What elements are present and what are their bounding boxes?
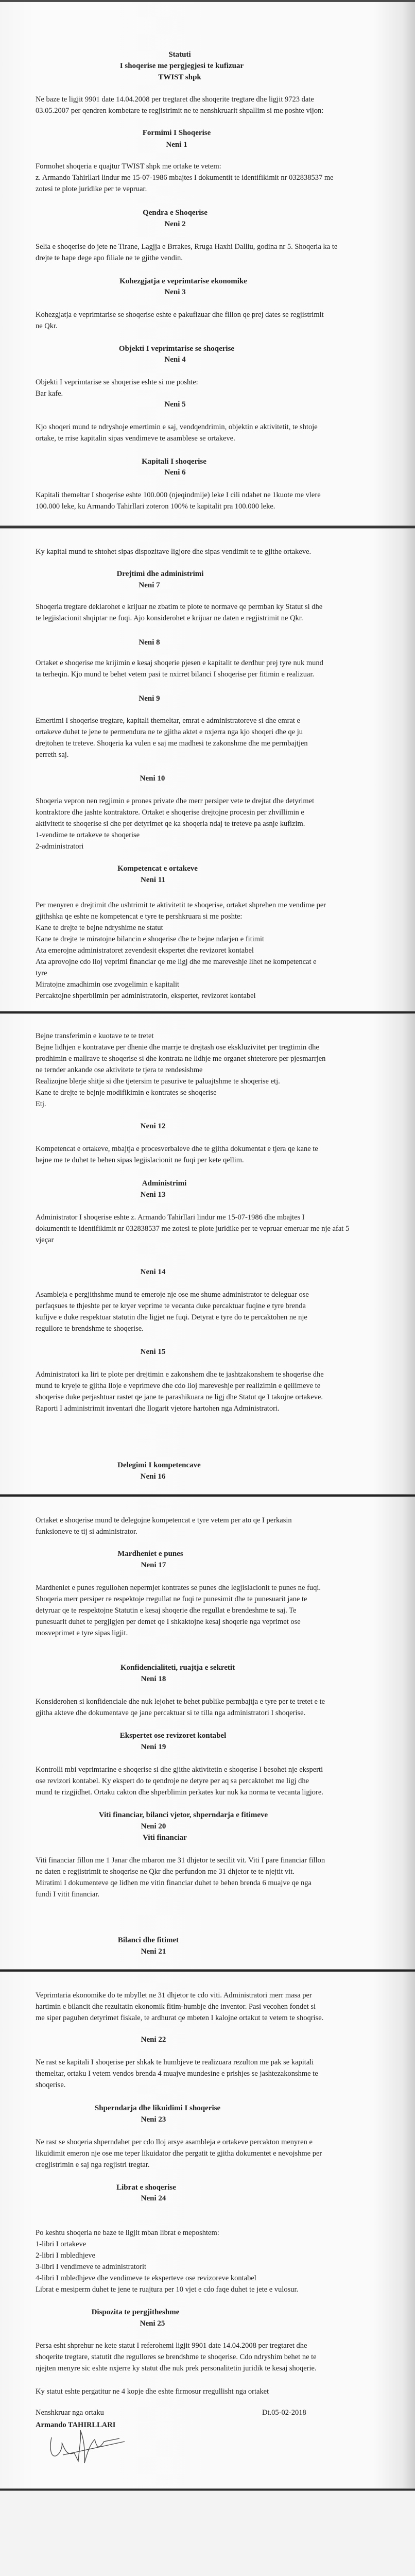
- section-heading: Librat e shoqerise: [116, 2183, 176, 2192]
- text-line: Ortaket e shoqerise mund te delegojne kompetencat e tyre vetem per ato qe I perkasin: [36, 1516, 292, 1524]
- text-line: Kontrolli mbi veprimtarine e shoqerise si dhe gjithe aktivitetin e shoqerise I besohet nje eksperti: [36, 1766, 323, 1774]
- article-body: [36, 2227, 298, 2295]
- article-body: [36, 1289, 309, 1334]
- section-heading: Kompetencat e ortakeve: [117, 865, 198, 873]
- text-line: Ata aprovojne cdo lloj veprimi financiar qe me ligj dhe me mareveshje lihet ne kompetencat e: [36, 958, 317, 966]
- text-line: perreth saj.: [36, 751, 69, 759]
- article-number: Neni 12: [140, 1122, 166, 1130]
- article-body: [36, 1369, 324, 1414]
- text-line: 03.05.2007 per qendren kombetare te regjistrimit ne te nenshkruarit shpallim si me poshte vijon:: [36, 107, 324, 115]
- text-line: Kane te drejte te bejne ndryshime ne statut: [36, 924, 163, 932]
- article-number: Neni 17: [141, 1561, 166, 1569]
- text-line: 1-libri I ortakeve: [36, 2240, 87, 2248]
- text-line: fundi I vitit financiar.: [36, 1890, 100, 1899]
- text-line: punesuarit duhet te pergjigjen per demet qe I shkaktojne kesaj shoqerie nga veprimet ose: [36, 1618, 301, 1626]
- article-number: Neni 21: [141, 1947, 166, 1956]
- text-line: Bejne transferimin e kuotave te te tretet: [36, 1032, 154, 1040]
- text-line: vjeçar: [36, 1236, 54, 1244]
- article-body: [36, 900, 326, 1002]
- article-number: Neni 9: [139, 694, 160, 703]
- article-body: [36, 715, 308, 760]
- article-body-continued: [36, 1030, 325, 1110]
- page-break: [0, 526, 415, 529]
- article-number: Neni 23: [141, 2115, 166, 2124]
- article-number: Neni 19: [141, 1743, 166, 1751]
- article-body: [36, 657, 323, 680]
- text-line: Shoqeria tregtare deklarohet e krijuar ne zbatim te plote te normave qe permban ky Statut si dhe: [36, 603, 323, 611]
- text-line: prodhimin e mallrave te shoqerise si dhe kontrata ne lidhje me organet shteterore per pjesmarrjen: [36, 1055, 326, 1063]
- text-line: Administrator I shoqerise eshte z. Armando Tahirllari lindur me 15-07-1986 dhe mbajtes I: [36, 1213, 305, 1222]
- section-heading: Ekspertet ose revizoret kontabel: [119, 1732, 227, 1740]
- page-break: [0, 1011, 415, 1014]
- text-line: Librat e mesiperm duhet te jene te ruajtura per 10 vjet e cdo faqe duhet te jete e vulosur.: [36, 2285, 299, 2294]
- text-line: kufijve e duke respektuar statutin dhe ligjet ne fuqi. Detyrat e tyre do te percaktohen ne nje: [36, 1313, 307, 1321]
- article-number: Neni 3: [164, 288, 186, 296]
- text-line: shoqerite tregtare, statutit dhe regullores se brendshme te shoqerise. Cdo ndryshim behet ne te: [36, 2353, 317, 2361]
- article-number: Neni 6: [164, 468, 186, 477]
- text-line: cregjistrimin e saj nga regjistri tregtar.: [36, 2161, 150, 2169]
- section-heading: Dispozita te pergjitheshme: [91, 2308, 180, 2316]
- article-body: [36, 1696, 325, 1719]
- text-line: Realizojne blerje shitje si dhe tjetersim te pasurive te paluajtshme te shoqerise etj.: [36, 1077, 280, 1086]
- article-number: Neni 25: [140, 2319, 165, 2328]
- text-line: Ne baze te ligjit 9901 date 14.04.2008 per tregtaret dhe shoqerite tregtare dhe ligjit 9723 date: [36, 95, 314, 104]
- article-body: [36, 489, 321, 512]
- text-line: Persa esht shprehur ne kete statut I referohemi ligjit 9901 date 14.04.2008 per tregtaret dhe: [36, 2342, 307, 2350]
- section-heading: Mardheniet e punes: [117, 1550, 183, 1558]
- text-line: drejtohen te treteve. Shoqeria ka vulen e saj me madhesi te zakonshme dhe me permbajtjen: [36, 739, 308, 748]
- text-line: gjithshka qe eshte ne kompetencat e tyre te pershkruara si me poshte:: [36, 912, 243, 921]
- article-body: [36, 161, 334, 195]
- article-number: Neni 13: [140, 1191, 166, 1199]
- article-number: Neni 20: [141, 1822, 166, 1831]
- text-line: zotesi te plote juridike per te vepruar.: [36, 185, 147, 193]
- text-line: me siper paguhen detyrimet fiskale, te ardhurat qe mbeten I kalojne ortakut te vetem te shoqrise.: [36, 2014, 324, 2022]
- text-line: Objekti I veprimtarise se shoqerise eshte si me poshte:: [36, 378, 198, 386]
- text-line: Etj.: [36, 1100, 46, 1108]
- article-number: Neni 18: [141, 1675, 166, 1683]
- article-body-continued: [36, 546, 311, 557]
- text-line: bejne me te duhet te behen sipas legjislacionit ne fuqi per kete qellim.: [36, 1156, 244, 1164]
- text-line: Bejne lidhjen e kontratave per dhenie dhe marrje te drejtash ose ekskluzivitet per tregtimin dhe: [36, 1043, 319, 1052]
- text-line: dokumentit te identifikimit nr 032838537 me zotesi te plote juridike per te vepruar emeruar me nje afat 5: [36, 1225, 350, 1233]
- text-line: aktivitetit te shoqerise si dhe per detyrimet qe ka shoqeria ndaj te treteve pa asnje kufizim.: [36, 820, 305, 828]
- text-line: shoqerise duke perjashtuar rastet qe jane te parashikuara ne ligj dhe Statut qe I takojne ortakeve.: [36, 1393, 323, 1401]
- text-line: njejten menyre sic eshte nxjerre ky statut dhe nuk prek personalitetin juridik te kesaj shoqerie.: [36, 2364, 317, 2372]
- article-body: [36, 421, 318, 444]
- text-line: Asambleja e pergjithshme mund te emeroje nje ose me shume administrator te deleguar ose: [36, 1291, 309, 1299]
- text-line: Formohet shoqeria e quajtur TWIST shpk me ortake te vetem:: [36, 162, 221, 171]
- article-body: [36, 1764, 323, 1798]
- article-number: Neni 15: [140, 1348, 166, 1356]
- article-number: Neni 22: [141, 2036, 166, 2044]
- text-line: Ky statut eshte pergatitur ne 4 kopje dhe eshte firmosur rregullisht nga ortaket: [36, 2387, 269, 2396]
- article-number: Neni 7: [139, 581, 160, 589]
- page-break: [0, 1969, 415, 1972]
- text-line: 1-vendime te ortakeve te shoqerise: [36, 831, 140, 839]
- text-line: Kompetencat e ortakeve, mbajtja e procesverbaleve dhe te gjitha dokumentat e tjera qe kane te: [36, 1145, 318, 1153]
- handwritten-signature: [47, 2427, 125, 2468]
- article-body: [36, 241, 337, 264]
- signature-date: Dt.05-02-2018: [262, 2409, 306, 2417]
- text-line: kontraktore dhe jashte kontraktore. Ortaket e shoqerise drejtojne procesin per zhvillimin e: [36, 808, 304, 817]
- text-line: 100.000 leke, ku Armando Tahirllari zoteron 100% te kapitalit pra 100.000 leke.: [36, 502, 275, 511]
- article-body: [36, 309, 324, 332]
- text-line: Ne rast se shoqeria shperndahet per cdo lloj arsye asambleja e ortakeve percakton menyren e: [36, 2138, 313, 2146]
- text-line: ne daten e regjistrimit te shoqerise ne Qkr dhe perfundon me 31 dhjetor te te njejtit vit.: [36, 1868, 295, 1876]
- section-heading: Konfidencialiteti, ruajtja e sekretit: [120, 1664, 235, 1672]
- text-line: Per menyren e drejtimit dhe ushtrimit te aktivitetit te shoqerise, ortaket shprehen me vendime per: [36, 901, 326, 909]
- text-line: drejte te hape dege apo filiale ne te gjithe vendin.: [36, 254, 183, 262]
- article-body: [36, 1515, 292, 1537]
- text-line: tyre: [36, 969, 47, 977]
- text-line: Miratimi I dokumenteve qe lidhen me vitin financiar duhet te behen brenda 6 muajve qe nga: [36, 1879, 312, 1887]
- text-line: 4-libri I mbledhjeve dhe vendimeve te eksperteve ose revizoreve kontabel: [36, 2274, 256, 2282]
- text-line: mosveprimet e tyre sipas ligjit.: [36, 1629, 128, 1637]
- section-heading: Administrimi: [142, 1179, 187, 1188]
- text-line: ortake, te rrise kapitalin sipas vendimeve te asamblese se ortakeve.: [36, 434, 235, 443]
- text-line: Miratojne zmadhimin ose zvogelimin e kapitalit: [36, 980, 180, 989]
- text-line: Veprimtaria ekonomike do te mbyllet ne 31 dhjetor te cdo viti. Administratori merr masa per: [36, 1991, 312, 1999]
- text-line: Kohezgjatja e veprimtarise se shoqerise eshte e pakufizuar dhe fillon qe prej dates se regjistrimit: [36, 311, 324, 319]
- text-line: Emertimi I shoqerise tregtare, kapitali themeltar, emrat e administratoreve si dhe emrat e: [36, 717, 300, 725]
- text-line: themeltar, ortaku I vetem vendos brenda 4 muajve mundesine e prishjes se jashtezakonshme te: [36, 2070, 318, 2078]
- page-edge: [0, 0, 415, 2]
- intro-paragraph: [36, 94, 323, 116]
- text-line: Selia e shoqerise do jete ne Tirane, Lagjja e Brrakes, Rruga Haxhi Dalliu, godina nr 5. Shoqeria ka te: [36, 243, 338, 251]
- page-break: [0, 1494, 415, 1497]
- article-body: [36, 2137, 322, 2171]
- text-line: Po keshtu shoqeria ne baze te ligjit mban librat e meposhtem:: [36, 2229, 219, 2237]
- text-line: Ata emerojne administratoret zevendesit ekspertet dhe revizoret kontabel: [36, 946, 254, 955]
- text-line: Kapitali themeltar I shoqerise eshte 100.000 (njeqindmije) leke I cili ndahet ne 1kuote me vlere: [36, 491, 321, 499]
- text-line: te legjislacionit shqiptar ne fuqi. Ajo konsiderohet e krijuar ne daten e regjistrimit ne Qkr.: [36, 614, 303, 622]
- section-subheading: Viti financiar: [143, 1834, 187, 1842]
- article-body: [36, 795, 314, 852]
- text-line: Kjo shoqeri mund te ndryshoje emertimin e saj, vendqendrimin, objektin e aktivitetit, te shtoje: [36, 423, 318, 431]
- text-line: ta terheqin. Kjo mund te behet vetem pasi te nxirret bilanci I shoqerise per fitimin e realizuar.: [36, 670, 315, 679]
- text-line: 2-administratori: [36, 842, 84, 851]
- text-line: Percaktojne shperblimin per administratorin, ekspertet, revizoret kontabel: [36, 992, 256, 1000]
- section-heading: Kohezgjatja e veprimtarise ekonomike: [119, 277, 247, 285]
- article-number: Neni 24: [141, 2194, 166, 2202]
- text-line: Konsiderohen si konfidenciale dhe nuk lejohet te behet publike permbajtja e tyre per te tretet e te: [36, 1698, 325, 1706]
- section-heading: Objekti I veprimtarise se shoqerise: [118, 345, 235, 353]
- article-number: Neni 10: [140, 774, 165, 783]
- text-line: z. Armando Tahirllari lindur me 15-07-1986 mbajtes I dokumentit te identifikimit nr 032838537 me: [36, 174, 334, 182]
- section-heading: Qendra e Shoqerise: [143, 209, 208, 217]
- article-number: Neni 4: [164, 355, 186, 364]
- text-line: Kane te drejte te bejnje modifikimin e kontrates se shoqerise: [36, 1089, 217, 1097]
- text-line: Ne rast se kapitali I shoqerise per shkak te humbjeve te realizuara rezulton me pak se kapitali: [36, 2058, 314, 2066]
- closing-statement: [36, 2386, 269, 2397]
- article-number: Neni 1: [166, 141, 187, 149]
- article-body: [36, 377, 198, 399]
- section-heading: Formimi I Shoqerise: [142, 129, 211, 137]
- text-line: 3-libri I vendimeve te administratorit: [36, 2263, 147, 2271]
- text-line: Ortaket e shoqerise me krijimin e kesaj shoqerie pjesen e kapitalit te derdhur prej tyre nuk mund: [36, 659, 323, 667]
- text-line: regullore te brendshme te shoqerise.: [36, 1325, 144, 1333]
- text-line: Administratori ka liri te plote per drejtimin e zakonshem dhe te jashtzakonshem te shoqerise dhe: [36, 1370, 324, 1379]
- text-line: hartimin e bilancit dhe rezultatin ekonomik fitim-humbje dhe inventor. Pasi vecohen fondet si: [36, 2003, 316, 2011]
- page-edge: [0, 2488, 415, 2491]
- article-number: Neni 14: [140, 1268, 166, 1276]
- article-body: [36, 1990, 323, 2024]
- signature-label: Nenshkruar nga ortaku: [36, 2409, 104, 2417]
- article-body: [36, 1582, 321, 1639]
- text-line: gjitha akteve dhe dokumentave qe jane percaktuar si te tilla nga administratori I shoqerise.: [36, 1709, 306, 1717]
- company-name: TWIST shpk: [158, 73, 201, 81]
- text-line: 2-libri I mbledhjeve: [36, 2251, 95, 2260]
- text-line: perfaqsues te thjeshte per te kryer veprime te vecanta duke percaktuar fuqine e tyre brenda: [36, 1302, 306, 1310]
- text-line: Bar kafe.: [36, 389, 63, 398]
- article-body: [36, 1212, 349, 1246]
- article-number: Neni 8: [139, 638, 160, 647]
- article-body: [36, 2057, 318, 2091]
- text-line: funksioneve te tij si administrator.: [36, 1528, 137, 1536]
- text-line: Raporti I administrimit inventari dhe llogarit vjetore hartohen nga Administratori.: [36, 1404, 280, 1413]
- section-heading: Shperndarja dhe likuidimi I shoqerise: [94, 2104, 221, 2112]
- signatory-name: Armando TAHIRLLARI: [36, 2421, 116, 2429]
- text-line: ortakeve duhet te jene te permendura ne te gjitha aktet e nxjerra nga kjo shoqeri dhe qe ju: [36, 728, 303, 736]
- article-number: Neni 5: [164, 400, 186, 409]
- section-heading: Delegimi I kompetencave: [117, 1461, 201, 1469]
- text-line: detyruar qe te respektojne Statutin e kesaj shoqerie dhe regullat e brendeshme te saj. Te: [36, 1606, 297, 1615]
- text-line: Shoqeria vepron nen regjimin e prones private dhe merr persiper vete te drejtat dhe detyrimet: [36, 797, 315, 805]
- text-line: ne Qkr.: [36, 322, 58, 330]
- text-line: shoqerise.: [36, 2081, 66, 2089]
- text-line: ose revizori kontabel. Ky ekspert do te qendroje ne detyre per aq sa percaktohet me ligj dhe: [36, 1777, 309, 1785]
- section-heading: Bilanci dhe fitimet: [117, 1936, 179, 1944]
- text-line: Mardheniet e punes regullohen nepermjet kontrates se punes dhe legjislacionit te punes ne fuqi.: [36, 1584, 321, 1592]
- text-line: mund te kryeje te gjitha lloje e veprimeve dhe cdo lloj mareveshje per realizimin e qellimeve te: [36, 1382, 321, 1390]
- section-heading: Drejtimi dhe administrimi: [116, 570, 204, 578]
- article-number: Neni 11: [141, 876, 165, 884]
- text-line: ne ternder ankande ose aktivitete te tjera te rendesishme: [36, 1066, 203, 1074]
- text-line: Kane te drejte te miratojne bilancin e shoqerise dhe te bejne ndarjen e fitimit: [36, 935, 265, 943]
- section-heading: Kapitali I shoqerise: [142, 457, 206, 466]
- article-body: [36, 1855, 325, 1900]
- document-title: Statuti: [168, 50, 191, 59]
- text-line: likuidimit emeron nje ose me teper likuidator dhe pergatit te gjitha dokumentet e nevojshme per: [36, 2149, 322, 2158]
- text-line: mund te rizgjidhet. Ortaku cakton dhe shperblimin perkates kur nuk ka norma te vecanta ligjore.: [36, 1788, 323, 1797]
- article-body: [36, 601, 322, 624]
- article-body: [36, 2340, 317, 2374]
- text-line: Viti financiar fillon me 1 Janar dhe mbaron me 31 dhjetor te secilit vit. Viti I pare financiar fillon: [36, 1856, 325, 1865]
- article-number: Neni 2: [164, 220, 186, 228]
- article-body: [36, 1143, 318, 1166]
- section-heading: Viti financiar, bilanci vjetor, shperndarja e fitimeve: [98, 1811, 268, 1819]
- text-line: Shoqeria merr persiper re respektoje rregullat ne fuqi te punesimit dhe te punesuarit jane te: [36, 1595, 307, 1603]
- document-subtitle: I shoqerise me pergjegjesi te kufizuar: [119, 62, 244, 70]
- text-line: Ky kapital mund te shtohet sipas dispozitave ligjore dhe sipas vendimit te te gjithe ortakeve.: [36, 548, 312, 556]
- article-number: Neni 16: [140, 1472, 166, 1481]
